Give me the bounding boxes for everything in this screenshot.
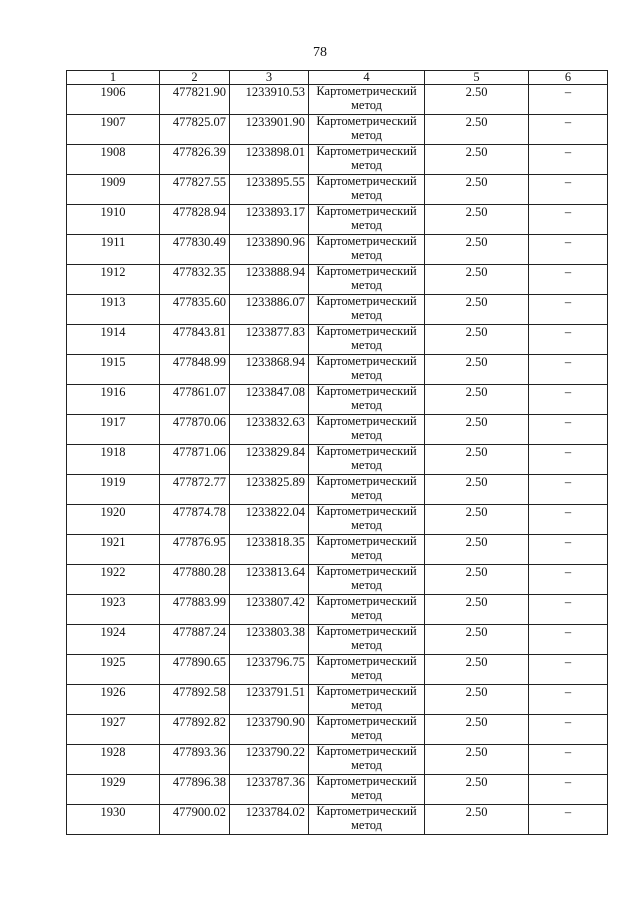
x-coordinate-cell: 477870.06: [160, 415, 230, 445]
method-line-1: Картометрический: [316, 294, 417, 308]
method-line-2: метод: [350, 757, 382, 772]
x-coordinate-cell: 477861.07: [160, 385, 230, 415]
column-6-cell: –: [529, 655, 608, 685]
column-6-cell: –: [529, 295, 608, 325]
method-cell: [309, 205, 425, 235]
accuracy-cell: 2.50: [425, 475, 529, 505]
point-number-cell: 1916: [67, 385, 160, 415]
table-header: [67, 71, 608, 85]
column-header-5: 5: [425, 71, 529, 85]
column-6-cell: –: [529, 175, 608, 205]
table-row: [67, 445, 608, 475]
table-row: [67, 805, 608, 835]
x-coordinate-cell: 477825.07: [160, 115, 230, 145]
y-coordinate-cell: 1233893.17: [230, 205, 309, 235]
column-6-cell: –: [529, 235, 608, 265]
y-coordinate-cell: 1233910.53: [230, 85, 309, 115]
point-number-cell: 1927: [67, 715, 160, 745]
y-coordinate-cell: 1233813.64: [230, 565, 309, 595]
column-6-cell: –: [529, 475, 608, 505]
method-line-2: метод: [350, 817, 382, 832]
method-cell: [309, 535, 425, 565]
column-6-cell: –: [529, 355, 608, 385]
table-row: [67, 565, 608, 595]
y-coordinate-cell: 1233829.84: [230, 445, 309, 475]
point-number-cell: 1911: [67, 235, 160, 265]
point-number-cell: 1930: [67, 805, 160, 835]
method-line-1: Картометрический: [316, 264, 417, 278]
table-row: [67, 625, 608, 655]
x-coordinate-cell: 477892.82: [160, 715, 230, 745]
method-cell: [309, 655, 425, 685]
method-cell: [309, 715, 425, 745]
x-coordinate-cell: 477821.90: [160, 85, 230, 115]
method-line-2: метод: [350, 247, 382, 262]
column-6-cell: –: [529, 565, 608, 595]
method-line-2: метод: [350, 427, 382, 442]
point-number-cell: 1919: [67, 475, 160, 505]
method-cell: [309, 265, 425, 295]
x-coordinate-cell: 477872.77: [160, 475, 230, 505]
point-number-cell: 1920: [67, 505, 160, 535]
method-line-2: метод: [350, 97, 382, 112]
method-line-1: Картометрический: [316, 654, 417, 668]
column-6-cell: –: [529, 205, 608, 235]
column-6-cell: –: [529, 445, 608, 475]
y-coordinate-cell: 1233868.94: [230, 355, 309, 385]
y-coordinate-cell: 1233787.36: [230, 775, 309, 805]
y-coordinate-cell: 1233790.22: [230, 745, 309, 775]
column-6-cell: –: [529, 775, 608, 805]
x-coordinate-cell: 477883.99: [160, 595, 230, 625]
column-6-cell: –: [529, 805, 608, 835]
method-cell: [309, 775, 425, 805]
y-coordinate-cell: 1233886.07: [230, 295, 309, 325]
method-line-2: метод: [350, 697, 382, 712]
method-cell: [309, 325, 425, 355]
method-line-1: Картометрический: [316, 804, 417, 818]
x-coordinate-cell: 477893.36: [160, 745, 230, 775]
table-row: [67, 505, 608, 535]
method-cell: [309, 235, 425, 265]
y-coordinate-cell: 1233877.83: [230, 325, 309, 355]
x-coordinate-cell: 477892.58: [160, 685, 230, 715]
table-row: [67, 265, 608, 295]
x-coordinate-cell: 477887.24: [160, 625, 230, 655]
table-body: [67, 85, 608, 835]
y-coordinate-cell: 1233822.04: [230, 505, 309, 535]
y-coordinate-cell: 1233847.08: [230, 385, 309, 415]
point-number-cell: 1922: [67, 565, 160, 595]
method-line-2: метод: [350, 307, 382, 322]
method-line-1: Картометрический: [316, 504, 417, 518]
method-cell: [309, 85, 425, 115]
point-number-cell: 1923: [67, 595, 160, 625]
method-cell: [309, 475, 425, 505]
accuracy-cell: 2.50: [425, 445, 529, 475]
column-6-cell: –: [529, 595, 608, 625]
x-coordinate-cell: 477832.35: [160, 265, 230, 295]
method-line-1: Картометрический: [316, 474, 417, 488]
table-row: [67, 145, 608, 175]
y-coordinate-cell: 1233796.75: [230, 655, 309, 685]
point-number-cell: 1914: [67, 325, 160, 355]
method-cell: [309, 145, 425, 175]
method-line-2: метод: [350, 787, 382, 802]
x-coordinate-cell: 477827.55: [160, 175, 230, 205]
accuracy-cell: 2.50: [425, 145, 529, 175]
x-coordinate-cell: 477874.78: [160, 505, 230, 535]
method-cell: [309, 355, 425, 385]
table-row: [67, 715, 608, 745]
y-coordinate-cell: 1233832.63: [230, 415, 309, 445]
point-number-cell: 1926: [67, 685, 160, 715]
page-number: 78: [313, 45, 327, 60]
column-header-4: 4: [309, 71, 425, 85]
method-line-1: Картометрический: [316, 624, 417, 638]
x-coordinate-cell: 477826.39: [160, 145, 230, 175]
y-coordinate-cell: 1233825.89: [230, 475, 309, 505]
method-line-2: метод: [350, 607, 382, 622]
table-row: [67, 475, 608, 505]
point-number-cell: 1909: [67, 175, 160, 205]
table-row: [67, 385, 608, 415]
y-coordinate-cell: 1233890.96: [230, 235, 309, 265]
method-line-2: метод: [350, 577, 382, 592]
column-6-cell: –: [529, 415, 608, 445]
table-row: [67, 325, 608, 355]
y-coordinate-cell: 1233791.51: [230, 685, 309, 715]
y-coordinate-cell: 1233784.02: [230, 805, 309, 835]
method-line-2: метод: [350, 727, 382, 742]
y-coordinate-cell: 1233803.38: [230, 625, 309, 655]
method-line-1: Картометрический: [316, 714, 417, 728]
method-line-1: Картометрический: [316, 564, 417, 578]
point-number-cell: 1924: [67, 625, 160, 655]
column-6-cell: –: [529, 115, 608, 145]
method-line-2: метод: [350, 127, 382, 142]
x-coordinate-cell: 477890.65: [160, 655, 230, 685]
method-cell: [309, 175, 425, 205]
method-line-1: Картометрический: [316, 744, 417, 758]
method-line-2: метод: [350, 487, 382, 502]
column-6-cell: –: [529, 745, 608, 775]
table-row: [67, 235, 608, 265]
method-cell: [309, 685, 425, 715]
x-coordinate-cell: 477835.60: [160, 295, 230, 325]
accuracy-cell: 2.50: [425, 355, 529, 385]
method-line-2: метод: [350, 367, 382, 382]
point-number-cell: 1907: [67, 115, 160, 145]
column-6-cell: –: [529, 715, 608, 745]
column-6-cell: –: [529, 325, 608, 355]
point-number-cell: 1925: [67, 655, 160, 685]
accuracy-cell: 2.50: [425, 745, 529, 775]
table-row: [67, 655, 608, 685]
method-line-1: Картометрический: [316, 414, 417, 428]
header-row: [67, 71, 608, 85]
method-line-1: Картометрический: [316, 204, 417, 218]
table-row: [67, 205, 608, 235]
method-cell: [309, 295, 425, 325]
method-cell: [309, 625, 425, 655]
accuracy-cell: 2.50: [425, 385, 529, 415]
table-row: [67, 355, 608, 385]
column-6-cell: –: [529, 535, 608, 565]
point-number-cell: 1928: [67, 745, 160, 775]
y-coordinate-cell: 1233895.55: [230, 175, 309, 205]
accuracy-cell: 2.50: [425, 265, 529, 295]
method-cell: [309, 745, 425, 775]
method-line-2: метод: [350, 157, 382, 172]
method-line-2: метод: [350, 187, 382, 202]
method-line-1: Картометрический: [316, 534, 417, 548]
accuracy-cell: 2.50: [425, 805, 529, 835]
accuracy-cell: 2.50: [425, 85, 529, 115]
method-line-2: метод: [350, 457, 382, 472]
accuracy-cell: 2.50: [425, 325, 529, 355]
x-coordinate-cell: 477871.06: [160, 445, 230, 475]
accuracy-cell: 2.50: [425, 775, 529, 805]
point-number-cell: 1929: [67, 775, 160, 805]
method-line-2: метод: [350, 397, 382, 412]
method-cell: [309, 415, 425, 445]
method-cell: [309, 805, 425, 835]
method-line-2: метод: [350, 637, 382, 652]
x-coordinate-cell: 477896.38: [160, 775, 230, 805]
x-coordinate-cell: 477880.28: [160, 565, 230, 595]
accuracy-cell: 2.50: [425, 625, 529, 655]
y-coordinate-cell: 1233888.94: [230, 265, 309, 295]
table-row: [67, 775, 608, 805]
column-6-cell: –: [529, 145, 608, 175]
y-coordinate-cell: 1233807.42: [230, 595, 309, 625]
method-line-1: Картометрический: [316, 444, 417, 458]
y-coordinate-cell: 1233901.90: [230, 115, 309, 145]
table-row: [67, 745, 608, 775]
method-line-1: Картометрический: [316, 594, 417, 608]
table-row: [67, 685, 608, 715]
accuracy-cell: 2.50: [425, 235, 529, 265]
method-cell: [309, 595, 425, 625]
accuracy-cell: 2.50: [425, 115, 529, 145]
method-line-2: метод: [350, 547, 382, 562]
column-6-cell: –: [529, 685, 608, 715]
accuracy-cell: 2.50: [425, 715, 529, 745]
table-row: [67, 595, 608, 625]
point-number-cell: 1908: [67, 145, 160, 175]
method-line-1: Картометрический: [316, 354, 417, 368]
column-6-cell: –: [529, 265, 608, 295]
method-cell: [309, 505, 425, 535]
method-line-1: Картометрический: [316, 144, 417, 158]
accuracy-cell: 2.50: [425, 595, 529, 625]
method-line-1: Картометрический: [316, 84, 417, 98]
x-coordinate-cell: 477876.95: [160, 535, 230, 565]
accuracy-cell: 2.50: [425, 535, 529, 565]
column-header-1: 1: [67, 71, 160, 85]
method-line-1: Картометрический: [316, 684, 417, 698]
column-6-cell: –: [529, 625, 608, 655]
accuracy-cell: 2.50: [425, 505, 529, 535]
table-row: [67, 535, 608, 565]
method-cell: [309, 115, 425, 145]
point-number-cell: 1910: [67, 205, 160, 235]
accuracy-cell: 2.50: [425, 565, 529, 595]
coordinates-table: [66, 70, 608, 835]
point-number-cell: 1915: [67, 355, 160, 385]
x-coordinate-cell: 477830.49: [160, 235, 230, 265]
table-row: [67, 115, 608, 145]
column-6-cell: –: [529, 385, 608, 415]
column-6-cell: –: [529, 505, 608, 535]
method-line-1: Картометрический: [316, 174, 417, 188]
point-number-cell: 1917: [67, 415, 160, 445]
point-number-cell: 1912: [67, 265, 160, 295]
x-coordinate-cell: 477848.99: [160, 355, 230, 385]
x-coordinate-cell: 477843.81: [160, 325, 230, 355]
method-line-1: Картометрический: [316, 384, 417, 398]
column-header-2: 2: [160, 71, 230, 85]
method-cell: [309, 445, 425, 475]
accuracy-cell: 2.50: [425, 685, 529, 715]
method-line-2: метод: [350, 217, 382, 232]
accuracy-cell: 2.50: [425, 655, 529, 685]
accuracy-cell: 2.50: [425, 205, 529, 235]
method-line-2: метод: [350, 667, 382, 682]
x-coordinate-cell: 477828.94: [160, 205, 230, 235]
point-number-cell: 1921: [67, 535, 160, 565]
method-line-1: Картометрический: [316, 324, 417, 338]
accuracy-cell: 2.50: [425, 415, 529, 445]
table-row: [67, 295, 608, 325]
accuracy-cell: 2.50: [425, 175, 529, 205]
method-line-2: метод: [350, 517, 382, 532]
y-coordinate-cell: 1233898.01: [230, 145, 309, 175]
y-coordinate-cell: 1233790.90: [230, 715, 309, 745]
accuracy-cell: 2.50: [425, 295, 529, 325]
table-row: [67, 415, 608, 445]
method-line-2: метод: [350, 337, 382, 352]
column-header-6: 6: [529, 71, 608, 85]
method-line-1: Картометрический: [316, 774, 417, 788]
method-line-1: Картометрический: [316, 234, 417, 248]
column-header-3: 3: [230, 71, 309, 85]
table-row: [67, 175, 608, 205]
point-number-cell: 1906: [67, 85, 160, 115]
method-cell: [309, 565, 425, 595]
table-row: [67, 85, 608, 115]
x-coordinate-cell: 477900.02: [160, 805, 230, 835]
point-number-cell: 1918: [67, 445, 160, 475]
column-6-cell: –: [529, 85, 608, 115]
method-line-1: Картометрический: [316, 114, 417, 128]
method-line-2: метод: [350, 277, 382, 292]
point-number-cell: 1913: [67, 295, 160, 325]
method-cell: [309, 385, 425, 415]
y-coordinate-cell: 1233818.35: [230, 535, 309, 565]
